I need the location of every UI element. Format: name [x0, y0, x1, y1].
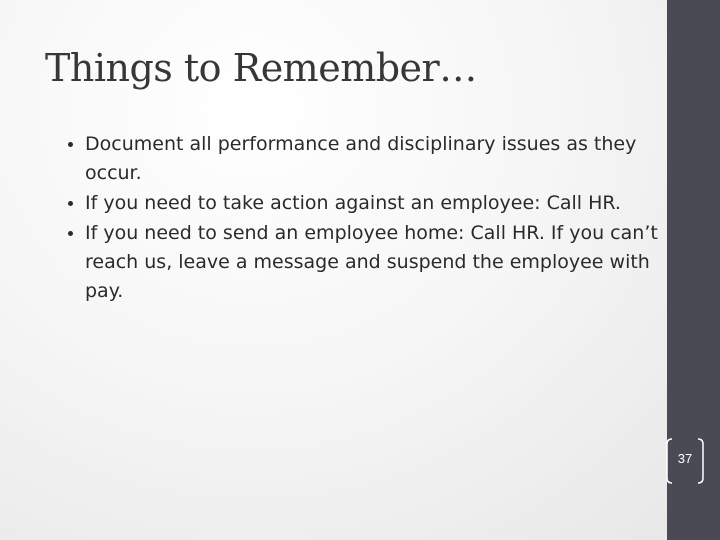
- bullet-item: [62, 189, 662, 218]
- bullet-dot-icon: [68, 142, 73, 147]
- slide-title: Things to Remember…: [45, 46, 477, 90]
- bullet-dot-icon: [68, 231, 73, 236]
- bullet-text: If you need to take action against an employee: Call HR.: [85, 192, 621, 214]
- bullet-item: [62, 130, 662, 188]
- bullet-list: [62, 130, 662, 307]
- bullet-dot-icon: [68, 201, 73, 206]
- page-number-badge: [666, 436, 720, 486]
- bullet-text: Document all performance and disciplinary issues as they occur.: [85, 133, 637, 184]
- bullet-text: If you need to send an employee home: Call HR. If you can’t reach us, leave a message and suspend the employee with pay.: [85, 222, 658, 302]
- bullet-item: [62, 219, 662, 306]
- page-number: 37: [677, 451, 693, 466]
